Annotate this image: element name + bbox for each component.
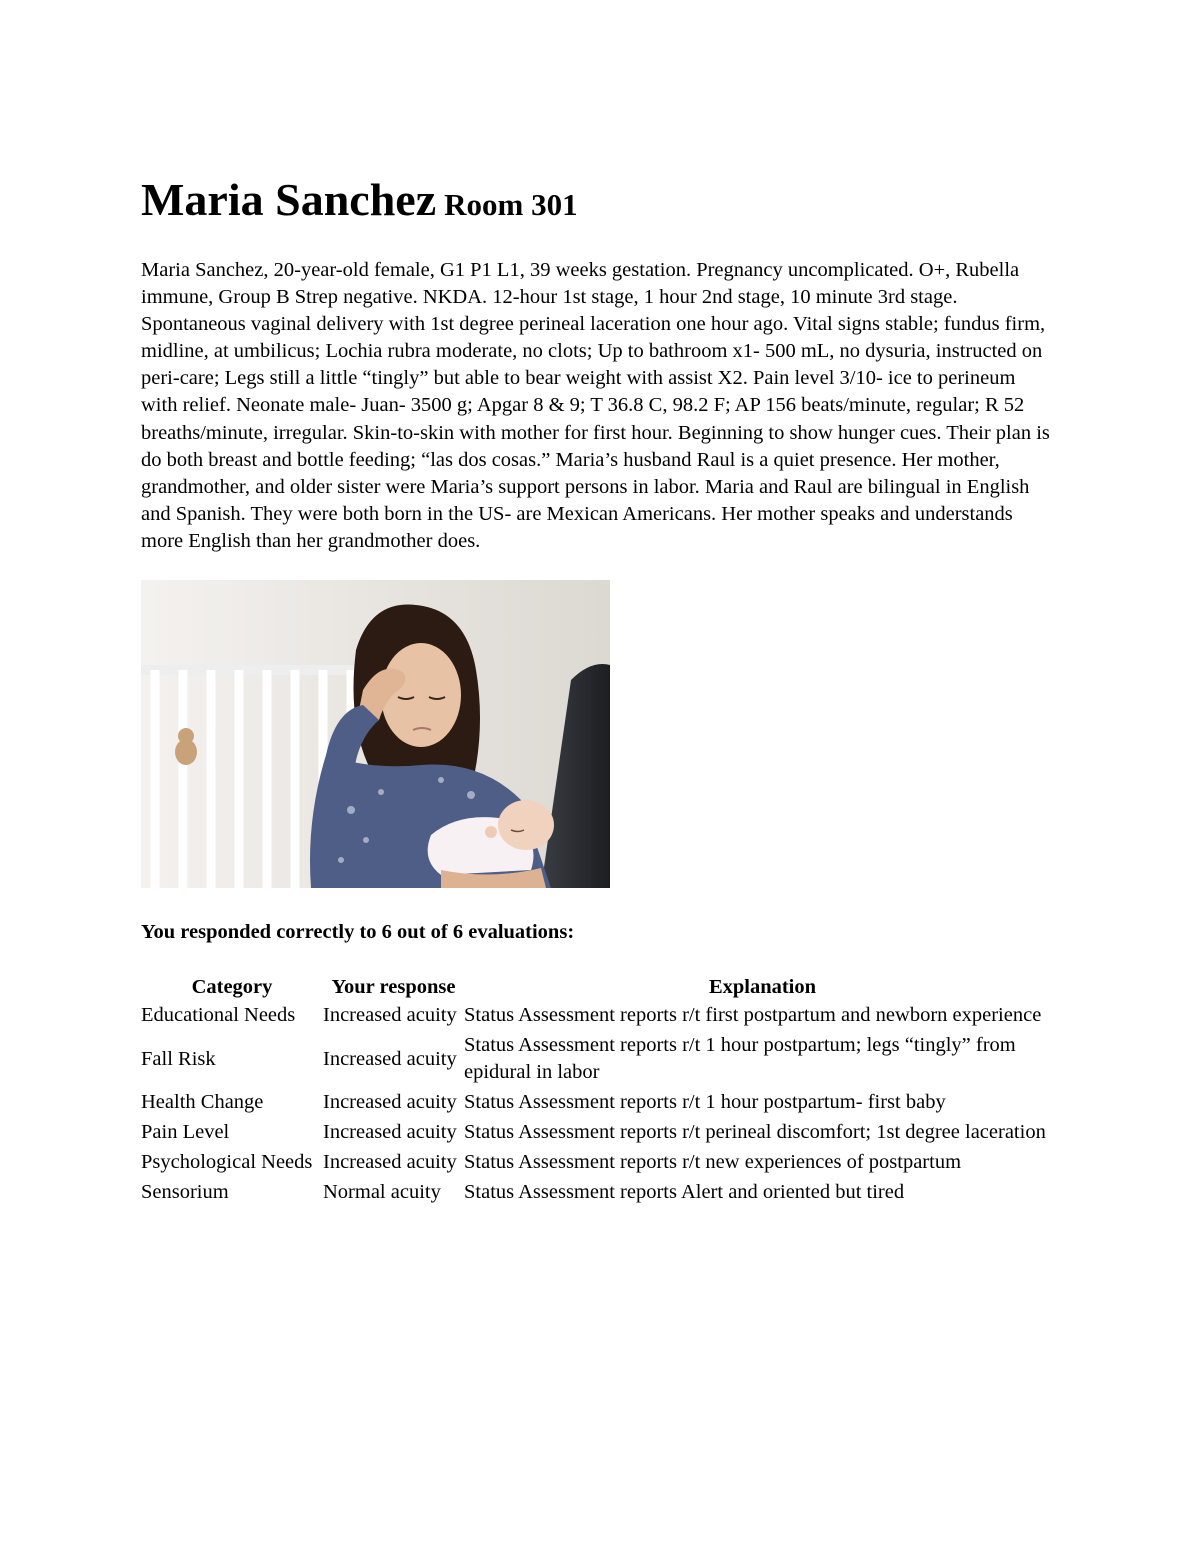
row-explanation: Status Assessment reports r/t first postpartum and newborn experience bbox=[464, 1004, 1042, 1027]
document-page bbox=[141, 170, 1061, 1208]
patient-name: Maria Sanchez bbox=[141, 174, 437, 225]
row-response: Increased acuity bbox=[323, 1091, 457, 1114]
row-category: Sensorium bbox=[141, 1181, 229, 1204]
row-explanation: Status Assessment reports Alert and oriented but tired bbox=[464, 1181, 905, 1204]
header-your-response: Your response bbox=[331, 976, 456, 999]
table-row bbox=[141, 1088, 1061, 1118]
row-category: Educational Needs bbox=[141, 1004, 296, 1027]
row-response: Increased acuity bbox=[323, 1047, 457, 1070]
evaluation-summary: You responded correctly to 6 out of 6 evaluations: bbox=[141, 921, 575, 944]
header-category: Category bbox=[191, 976, 273, 999]
row-explanation: Status Assessment reports r/t 1 hour postpartum- first baby bbox=[464, 1091, 946, 1114]
table-row bbox=[141, 1148, 1061, 1178]
page-title bbox=[141, 170, 1061, 235]
patient-summary-paragraph: Maria Sanchez, 20-year-old female, G1 P1 L1, 39 weeks gestation. Pregnancy uncomplicated. O+, Rubella immune, Group B Strep negative. NKDA. 12-hour 1st stage, 1 hour 2nd stage, 10 minute 3rd stage. Spontaneous vaginal delivery with 1st degree perineal laceration one hour ago. Vital signs stable; fundus firm, midline, at umbilicus; Lochia rubra moderate, no clots; Up to bathroom x1- 500 mL, no dysuria, instructed on peri-care; Legs still a little “tingly” but able to bear weight with assist X2. Pain level 3/10- ice to perineum with relief. Neonate male- Juan- 3500 g; Apgar 8 & 9; T 36.8 C, 98.2 F; AP 156 beats/minute, regular; R 52 breaths/minute, irregular. Skin-to-skin with mother for first hour. Beginning to show hunger cues. Their plan is do both breast and bottle feeding; “las dos cosas.” Maria’s husband Raul is a quiet presence. Her mother, grandmother, and older sister were Maria’s support persons in labor. Maria and Raul are bilingual in English and Spanish. They were both born in the US- are Mexican Americans. Her mother speaks and understands more English than her grandmother does. bbox=[141, 259, 1050, 552]
table-row bbox=[141, 1001, 1061, 1031]
evaluation-table bbox=[141, 974, 1061, 1208]
table-row bbox=[141, 1178, 1061, 1208]
row-explanation: Status Assessment reports r/t perineal discomfort; 1st degree laceration bbox=[464, 1121, 1046, 1144]
table-row bbox=[141, 1031, 1061, 1088]
mother-holding-newborn-photo bbox=[141, 580, 610, 888]
row-response: Normal acuity bbox=[323, 1181, 441, 1204]
row-response: Increased acuity bbox=[323, 1121, 457, 1144]
row-category: Pain Level bbox=[141, 1121, 230, 1144]
row-response: Increased acuity bbox=[323, 1151, 457, 1174]
room-number: Room 301 bbox=[444, 187, 578, 222]
row-category: Psychological Needs bbox=[141, 1151, 313, 1174]
row-explanation: Status Assessment reports r/t new experiences of postpartum bbox=[464, 1151, 962, 1174]
row-category: Health Change bbox=[141, 1091, 264, 1114]
table-row bbox=[141, 1118, 1061, 1148]
row-response: Increased acuity bbox=[323, 1004, 457, 1027]
table-header-row bbox=[141, 974, 1061, 1001]
row-category: Fall Risk bbox=[141, 1047, 216, 1070]
header-explanation: Explanation bbox=[708, 976, 817, 999]
row-explanation: Status Assessment reports r/t 1 hour postpartum; legs “tingly” from epidural in labor bbox=[464, 1034, 1016, 1084]
